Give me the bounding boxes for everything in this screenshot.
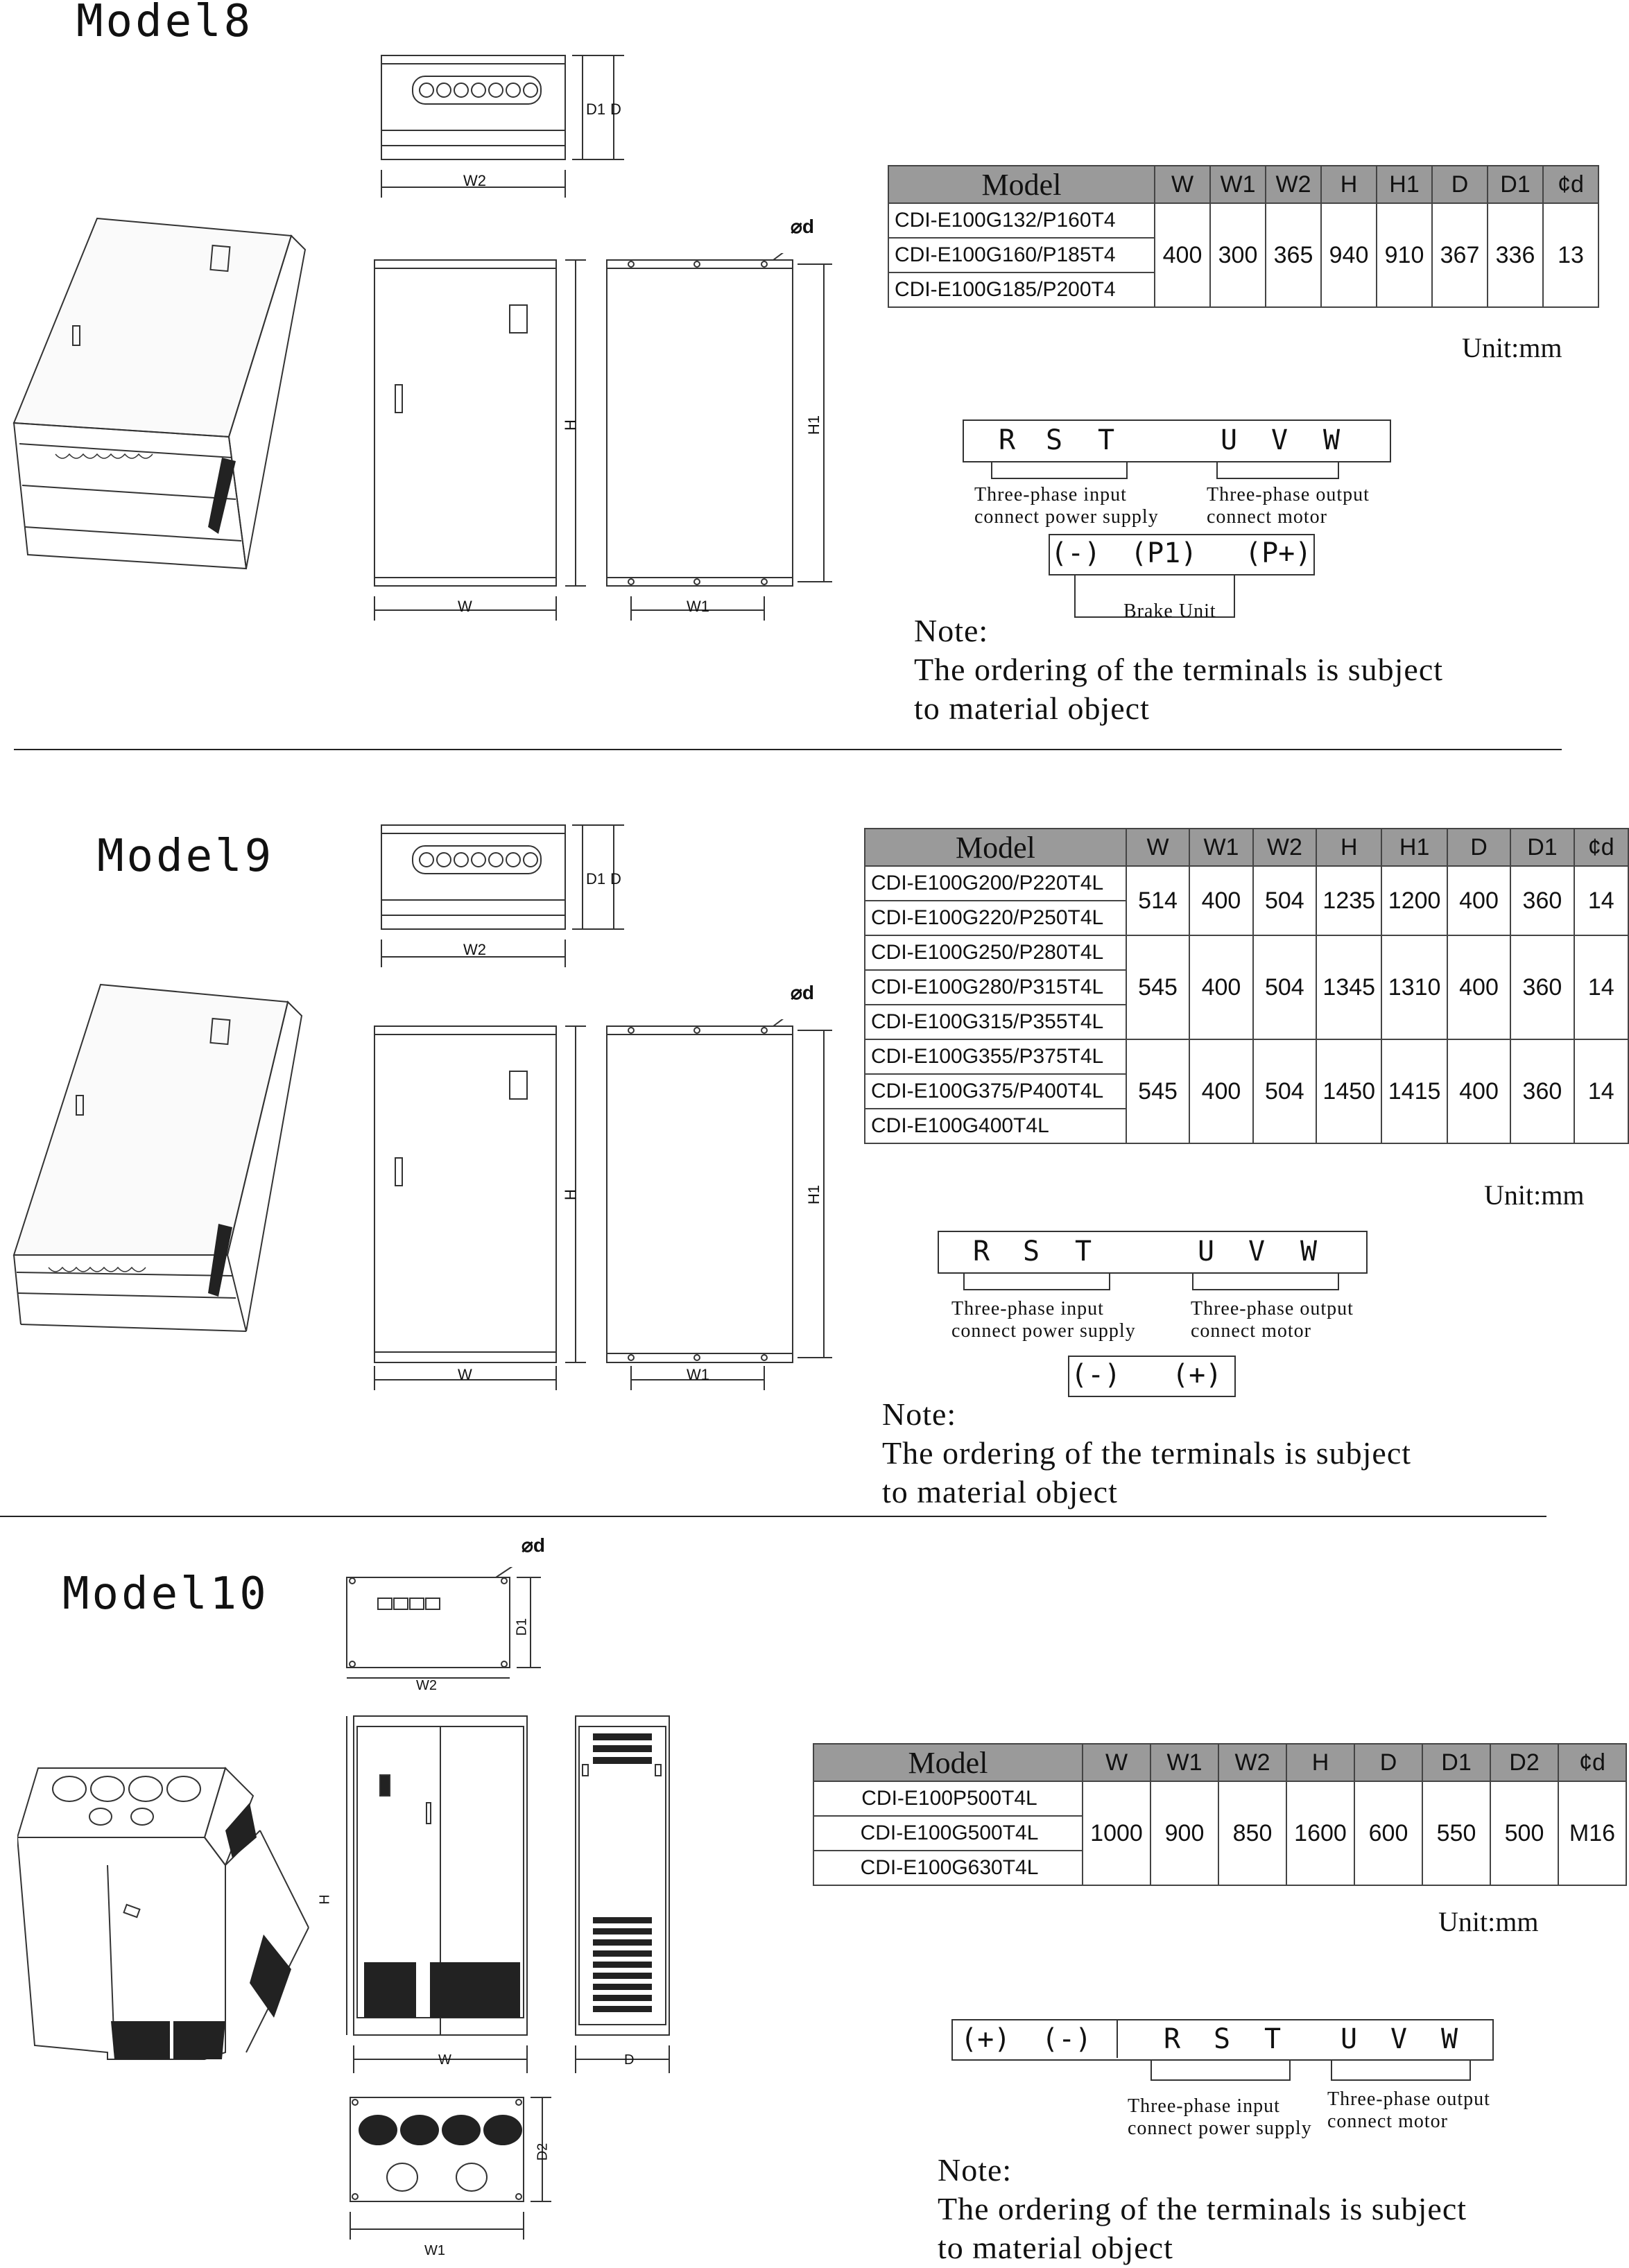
model8-header-w1: W1 [1210,166,1266,203]
model10-header-d2: D2 [1490,1744,1558,1781]
value-h1: 1415 [1381,1039,1447,1143]
model9-w-label: W [458,1366,472,1383]
terminal-r: R [973,1236,990,1267]
terminal-minus: (-) [1051,537,1101,569]
value-d: 600 [1354,1781,1422,1885]
value-h1: 1200 [1381,866,1447,935]
value-d: 400 [1447,935,1510,1039]
value-h: 1450 [1316,1039,1381,1143]
model9-header-h: H [1316,829,1381,866]
terminal-v: V [1248,1236,1266,1267]
model10-phi-label: ⌀d [522,1534,545,1556]
model8-iso-drawing [7,208,312,582]
table-row [865,1039,1628,1074]
note-line: to material object [914,691,1150,726]
terminal-t: T [1098,424,1115,456]
model8-w2-label: W2 [463,172,486,189]
value-w1: 900 [1150,1781,1218,1885]
terminal-v: V [1271,424,1288,456]
model8-header-phi: ¢d [1543,166,1598,203]
model8-output-label-2: connect motor [1207,506,1327,528]
model8-front-view [368,253,589,627]
note-line: to material object [882,1474,1118,1509]
value-w: 545 [1126,1039,1189,1143]
value-d1: 550 [1422,1781,1490,1885]
model8-w1-label: W1 [687,598,709,615]
note-line: to material object [938,2230,1173,2265]
model-name-cell: CDI-E100G132/P160T4 [888,203,1155,238]
terminal-r: R [1164,2023,1181,2055]
terminal-w: W [1441,2023,1458,2055]
model8-h-label: H [561,419,579,431]
model9-h-label: H [561,1189,579,1200]
model8-side-view [603,253,839,627]
model9-front-view [368,1019,589,1394]
model9-spec-table [864,828,1629,1144]
value-phi: 13 [1543,203,1598,307]
model10-header-d1: D1 [1422,1744,1490,1781]
model10-unit: Unit:mm [1438,1906,1539,1937]
terminal-s: S [1046,424,1063,456]
value-d1: 360 [1510,866,1574,935]
value-w1: 400 [1189,866,1252,935]
model9-input-label-1: Three-phase input [951,1298,1104,1319]
model10-header-d: D [1354,1744,1422,1781]
table-row [888,203,1598,238]
value-w2: 504 [1253,866,1316,935]
note-line: The ordering of the terminals is subject [914,652,1444,687]
model10-h-label: H [317,1894,333,1905]
model9-note [882,1395,1411,1512]
value-h: 940 [1321,203,1377,307]
terminal-t: T [1075,1236,1092,1267]
value-d1: 360 [1510,1039,1574,1143]
model8-unit: Unit:mm [1462,332,1562,363]
model10-front-view [340,1709,548,2084]
value-h: 1235 [1316,866,1381,935]
model-name-cell: CDI-E100G500T4L [813,1816,1083,1851]
model8-header-h: H [1321,166,1377,203]
model9-d1-label: D1 [586,870,606,888]
value-w1: 400 [1189,935,1252,1039]
value-w1: 300 [1210,203,1266,307]
value-w2: 504 [1253,1039,1316,1143]
model10-d1-label: D1 [514,1618,530,1636]
terminal-t: T [1264,2023,1282,2055]
model9-w1-label: W1 [687,1366,709,1383]
model8-header-model: Model [888,166,1155,203]
value-d2: 500 [1490,1781,1558,1885]
model10-header-phi: ¢d [1558,1744,1626,1781]
model-name-cell: CDI-E100G375/P400T4L [865,1074,1126,1109]
model8-input-label-2: connect power supply [974,506,1159,528]
model10-note [938,2151,1467,2267]
model-name-cell: CDI-E100G250/P280T4L [865,935,1126,970]
terminal-pplus: (P+) [1245,537,1312,569]
value-w: 545 [1126,935,1189,1039]
model9-iso-drawing [7,978,312,1338]
terminal-r: R [999,424,1016,456]
terminal-u: U [1221,424,1238,456]
model10-header-w1: W1 [1150,1744,1218,1781]
model10-w2-label: W2 [416,1678,437,1693]
terminal-minus: (-) [1071,1359,1121,1391]
value-w: 1000 [1083,1781,1150,1885]
model-name-cell: CDI-E100P500T4L [813,1781,1083,1816]
value-phi: 14 [1574,1039,1628,1143]
model10-w1-label: W1 [424,2243,445,2258]
table-row [865,866,1628,901]
model10-spec-table [813,1743,1627,1886]
model9-header-h1: H1 [1381,829,1447,866]
model10-output-label-2: connect motor [1327,2111,1448,2132]
model9-unit: Unit:mm [1484,1179,1585,1211]
model8-input-label-1: Three-phase input [974,484,1127,505]
model10-d2-label: D2 [535,2143,551,2161]
terminal-w: W [1323,424,1341,456]
model8-header-w: W [1155,166,1210,203]
value-d1: 336 [1488,203,1543,307]
model10-output-label-1: Three-phase output [1327,2088,1490,2110]
value-w1: 400 [1189,1039,1252,1143]
table-row [865,935,1628,970]
value-h1: 910 [1377,203,1432,307]
model10-iso-drawing [17,1754,322,2073]
model8-header-w2: W2 [1266,166,1321,203]
model10-d-label: D [624,2052,635,2068]
model9-header-w2: W2 [1253,829,1316,866]
model-name-cell: CDI-E100G630T4L [813,1851,1083,1885]
value-w2: 365 [1266,203,1321,307]
model10-header-w2: W2 [1218,1744,1286,1781]
model10-title: Model10 [62,1568,269,1620]
model8-top-view [374,49,638,201]
value-d1: 360 [1510,935,1574,1039]
value-phi: M16 [1558,1781,1626,1885]
model9-header-phi: ¢d [1574,829,1628,866]
note-line: The ordering of the terminals is subject [938,2191,1467,2226]
terminal-u: U [1341,2023,1358,2055]
section-divider [0,1516,1546,1517]
model9-header-w: W [1126,829,1189,866]
model8-header-d1: D1 [1488,166,1543,203]
model-name-cell: CDI-E100G185/P200T4 [888,272,1155,307]
model8-note [914,612,1443,728]
value-h1: 1310 [1381,935,1447,1039]
model9-title: Model9 [97,831,275,882]
terminal-minus: (-) [1042,2023,1092,2055]
model-name-cell: CDI-E100G400T4L [865,1109,1126,1143]
model8-spec-table [888,165,1599,308]
terminal-s: S [1023,1236,1040,1267]
model9-header-w1: W1 [1189,829,1252,866]
model-name-cell: CDI-E100G355/P375T4L [865,1039,1126,1074]
model10-header-model: Model [813,1744,1083,1781]
model8-title: Model8 [76,0,254,47]
section-divider [14,749,1562,750]
model9-output-label-2: connect motor [1191,1320,1311,1342]
model-name-cell: CDI-E100G315/P355T4L [865,1005,1126,1039]
value-w2: 504 [1253,935,1316,1039]
model8-header-h1: H1 [1377,166,1432,203]
model10-header-w: W [1083,1744,1150,1781]
model8-brake-label: Brake Unit [1123,600,1216,622]
model8-output-label-1: Three-phase output [1207,484,1370,505]
note-heading: Note: [938,2152,1012,2188]
value-d: 400 [1447,866,1510,935]
note-line: The ordering of the terminals is subject [882,1435,1412,1471]
value-phi: 14 [1574,935,1628,1039]
model9-header-d1: D1 [1510,829,1574,866]
model10-bottom-view [340,2087,569,2247]
value-d: 400 [1447,1039,1510,1143]
model-name-cell: CDI-E100G200/P220T4L [865,866,1126,901]
model10-side-view [569,1709,680,2084]
note-heading: Note: [882,1396,957,1432]
model8-d-label: D [610,101,621,118]
terminal-p1: (P1) [1130,537,1198,569]
model9-phi-label: ⌀d [791,982,814,1003]
terminal-u: U [1198,1236,1215,1267]
model8-w-label: W [458,598,472,615]
model8-d1-label: D1 [586,101,606,118]
model-name-cell: CDI-E100G160/P185T4 [888,238,1155,272]
model9-top-view [374,818,638,971]
model9-input-label-2: connect power supply [951,1320,1136,1342]
model10-w-label: W [438,2052,451,2068]
value-h: 1345 [1316,935,1381,1039]
model9-w2-label: W2 [463,941,486,958]
model-name-cell: CDI-E100G220/P250T4L [865,901,1126,935]
model-name-cell: CDI-E100G280/P315T4L [865,970,1126,1005]
model9-side-view [603,1019,839,1394]
table-row [813,1781,1626,1816]
model9-d-label: D [610,870,621,888]
model9-header-model: Model [865,829,1126,866]
model9-output-label-1: Three-phase output [1191,1298,1354,1319]
terminal-plus: (+) [960,2023,1011,2055]
model8-header-d: D [1432,166,1488,203]
value-w: 514 [1126,866,1189,935]
terminal-v: V [1390,2023,1408,2055]
model8-h1-label: H1 [805,415,823,435]
value-w2: 850 [1218,1781,1286,1885]
model8-phi-label: ⌀d [791,216,814,237]
terminal-plus: (+) [1172,1359,1223,1391]
model10-header-h: H [1286,1744,1354,1781]
value-h: 1600 [1286,1781,1354,1885]
model9-h1-label: H1 [805,1184,823,1205]
model10-terminal-divider [1117,2020,1118,2058]
note-heading: Note: [914,613,989,648]
terminal-s: S [1214,2023,1231,2055]
value-d: 367 [1432,203,1488,307]
value-phi: 14 [1574,866,1628,935]
model10-input-label-2: connect power supply [1128,2118,1312,2139]
model10-input-label-1: Three-phase input [1128,2095,1280,2117]
terminal-w: W [1300,1236,1318,1267]
value-w: 400 [1155,203,1210,307]
model9-header-d: D [1447,829,1510,866]
